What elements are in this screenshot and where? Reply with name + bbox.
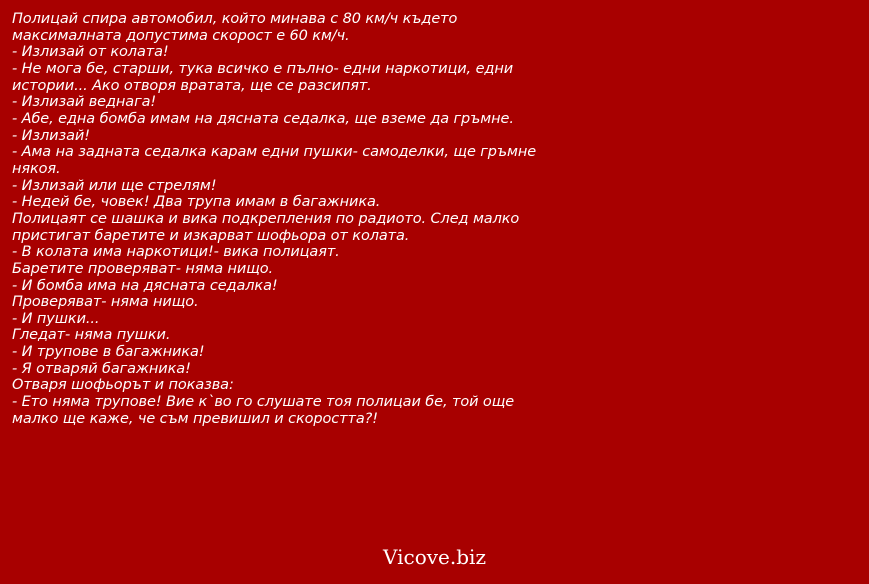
joke-line: - И бомба има на дясната седалка!: [12, 277, 278, 294]
joke-line: - Излизай от колата!: [12, 44, 169, 61]
joke-line: Полицаят се шашка и вика подкрепления по радиото. След малко: [12, 210, 520, 227]
joke-line: Отваря шофьорът и показва:: [12, 377, 234, 394]
joke-line: Гледат- няма пушки.: [12, 327, 171, 344]
joke-line: - Ето няма трупове! Вие к`во го слушате тоя полицаи бе, той още: [12, 394, 515, 411]
joke-line: Проверяват- няма нищо.: [12, 294, 199, 311]
joke-text: [12, 11, 572, 427]
joke-line: някоя.: [12, 160, 61, 177]
joke-line: Полицай спира автомобил, който минава с 80 км/ч където: [12, 11, 458, 27]
joke-line: - Излизай или ще стрелям!: [12, 177, 217, 194]
joke-line: истории... Ако отворя вратата, ще се разсипят.: [12, 77, 372, 94]
joke-line: Баретите проверяват- няма нищо.: [12, 260, 274, 277]
site-watermark: Vicove.biz: [383, 545, 486, 569]
joke-line: - Я отваряй багажника!: [12, 360, 191, 377]
joke-line: малко ще каже, че съм превишил и скоростта?!: [12, 410, 378, 427]
joke-line: максималната допустима скорост е 60 км/ч.: [12, 27, 350, 44]
joke-line: - Излизай!: [12, 127, 90, 144]
joke-line: - Абе, една бомба имам на дясната седалка, ще вземе да гръмне.: [12, 110, 514, 127]
joke-line: - Ама на задната седалка карам едни пушки- самоделки, ще гръмне: [12, 144, 537, 161]
joke-line: пристигат баретите и изкарват шофьора от колата.: [12, 227, 410, 244]
joke-line: - Недей бе, човек! Два трупа имам в багажника.: [12, 194, 381, 211]
joke-line: - И пушки...: [12, 310, 100, 327]
joke-line: - Не мога бе, старши, тука всичко е пълно- едни наркотици, едни: [12, 60, 514, 77]
joke-line: - В колата има наркотици!- вика полицаят.: [12, 244, 340, 261]
joke-line: - И трупове в багажника!: [12, 344, 205, 361]
joke-line: - Излизай веднага!: [12, 94, 157, 111]
